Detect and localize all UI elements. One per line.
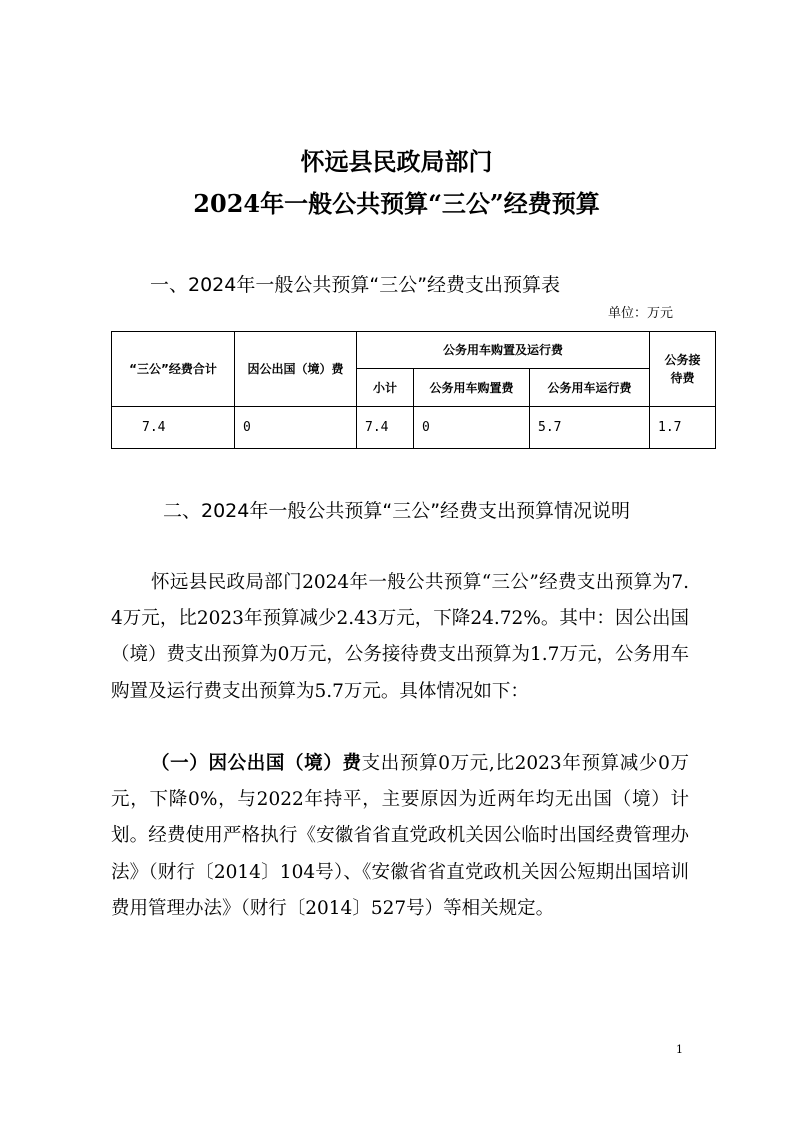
paragraph-abroad bbox=[111, 746, 689, 927]
cell-operation: 5.7 bbox=[530, 407, 650, 449]
document-title-line1: 怀远县民政局部门 bbox=[300, 147, 493, 176]
header-vehicle-group: 公务用车购置及运行费 bbox=[357, 332, 650, 369]
cell-subtotal: 7.4 bbox=[357, 407, 414, 449]
section2-heading: 二、2024年一般公共预算“三公”经费支出预算情况说明 bbox=[163, 500, 631, 522]
paragraph-abroad-lead: （一）因公出国（境）费 bbox=[151, 753, 362, 774]
table-row bbox=[112, 407, 716, 449]
header-operation: 公务用车运行费 bbox=[530, 369, 650, 407]
header-purchase: 公务用车购置费 bbox=[414, 369, 530, 407]
section1-heading: 一、2024年一般公共预算“三公”经费支出预算表 bbox=[150, 274, 561, 296]
page-number: 1 bbox=[676, 1043, 683, 1056]
cell-total: 7.4 bbox=[112, 407, 235, 449]
header-subtotal: 小计 bbox=[357, 369, 414, 407]
cell-abroad: 0 bbox=[235, 407, 357, 449]
cell-reception: 1.7 bbox=[650, 407, 716, 449]
document-title-line2: 2024年一般公共预算“三公”经费预算 bbox=[193, 189, 600, 218]
unit-label: 单位：万元 bbox=[607, 306, 673, 321]
budget-table bbox=[111, 331, 716, 449]
header-total: “三公”经费合计 bbox=[112, 332, 235, 407]
paragraph-abroad-body: 支出预算0万元,比2023年预算减少0万元，下降0%，与2022年持平，主要原因为近两年均无出国（境）计划。经费使用严格执行《安徽省省直党政机关因公临时出国经费管理办法》（财行〔2014〕104号）、《安徽省省直党政机关因公短期出国培训费用管理办法》（财行〔2014〕527号）等相关规定。 bbox=[111, 753, 689, 919]
paragraph-overview: 怀远县民政局部门2024年一般公共预算“三公”经费支出预算为7.4万元，比2023年预算减少2.43万元，下降24.72%。其中：因公出国（境）费支出预算为0万元，公务接待费支出预算为1.7万元，公务用车购置及运行费支出预算为5.7万元。具体情况如下： bbox=[111, 572, 689, 702]
header-abroad: 因公出国（境）费 bbox=[235, 332, 357, 407]
cell-purchase: 0 bbox=[414, 407, 530, 449]
header-reception: 公务接待费 bbox=[650, 332, 716, 407]
